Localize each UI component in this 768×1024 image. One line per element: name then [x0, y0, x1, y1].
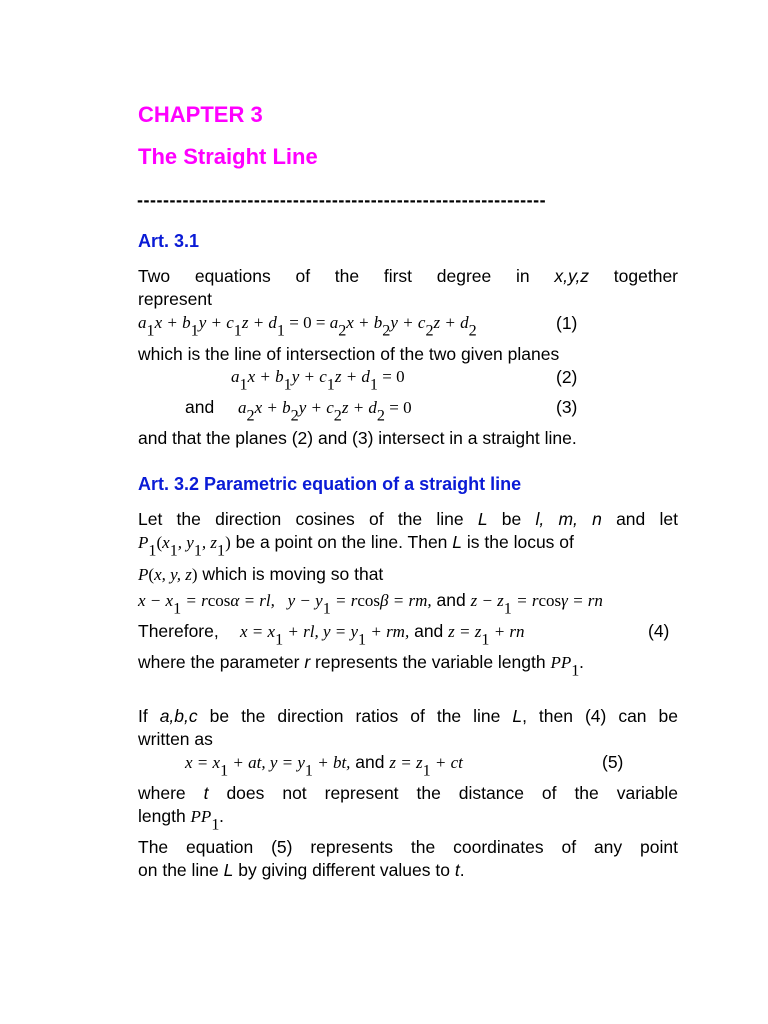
- art2-line1: Let the direction cosines of the line L be l, m, n and let: [138, 509, 678, 529]
- art2-locus-equations: $x - x_1 = rcos\alpha$ = rl, $y - y_1 = rcos\beta$ = rm, and $z - z_1 = rcos\gamma$ = rn: [138, 590, 603, 618]
- art2-direction-ratios-text: If a,b,c be the direction ratios of the line L, then (4) can be: [138, 706, 678, 726]
- equation-1-number: (1): [556, 313, 578, 333]
- art1-paragraph-line2: represent: [138, 289, 212, 309]
- equation-4: $x = x_1$ + rl, $y = y_1$ + rm, and $z = z_1$ + rn: [240, 621, 525, 649]
- art2-parameter-text: where the parameter r represents the variable length $PP_1$.: [138, 652, 584, 680]
- equation-2: $a_1x + b_1y + c_1z + d_1 = 0$: [231, 367, 405, 394]
- equation-3: $a_2x + b_2y + c_2z + d_2 = 0$: [238, 398, 412, 425]
- art2-written-as: written as: [138, 729, 213, 749]
- equation-5: $x = x_1$ + at, $y = y_1$ + bt, and $z = z_1$ + ct: [185, 752, 463, 780]
- equation-2-number: (2): [556, 367, 578, 387]
- equation-4-number: (4): [648, 621, 670, 641]
- art2-therefore-label: Therefore,: [138, 621, 219, 641]
- article-3-1-heading: Art. 3.1: [138, 231, 200, 251]
- chapter-title: The Straight Line: [138, 144, 318, 169]
- article-3-2-heading: Art. 3.2 Parametric equation of a straight line: [138, 474, 522, 494]
- art2-length-line: length $PP_1$.: [138, 806, 224, 834]
- art2-line3: P(x, y, z) which is moving so that: [138, 564, 384, 584]
- art1-paragraph-line1: Two equations of the first degree in x,y,z together: [138, 266, 679, 286]
- art1-intersection-text: which is the line of intersection of the two given planes: [138, 344, 560, 364]
- art1-planes-text: and that the planes (2) and (3) intersect in a straight line.: [138, 428, 577, 448]
- equation-3-number: (3): [556, 397, 578, 417]
- art2-line2: $P_1(x_1$, $y_1$, $z_1$) be a point on the line. Then L is the locus of: [138, 532, 574, 560]
- divider-rule: ---------------------------------------------------------------: [137, 190, 547, 210]
- equation-1: $a_1x + b_1y + c_1z + d_1 = 0 = a_2x + b_2y + c_2z + d_2$: [138, 313, 477, 340]
- art2-where-t-text: where t does not represent the distance of the variable: [138, 783, 678, 803]
- equation-5-number: (5): [602, 752, 624, 772]
- chapter-label: CHAPTER 3: [138, 102, 263, 127]
- and-word: and: [185, 397, 215, 417]
- art2-equation-text-line2: on the line L by giving different values to t.: [138, 860, 465, 880]
- art2-equation-text-line1: The equation (5) represents the coordinates of any point: [138, 837, 678, 857]
